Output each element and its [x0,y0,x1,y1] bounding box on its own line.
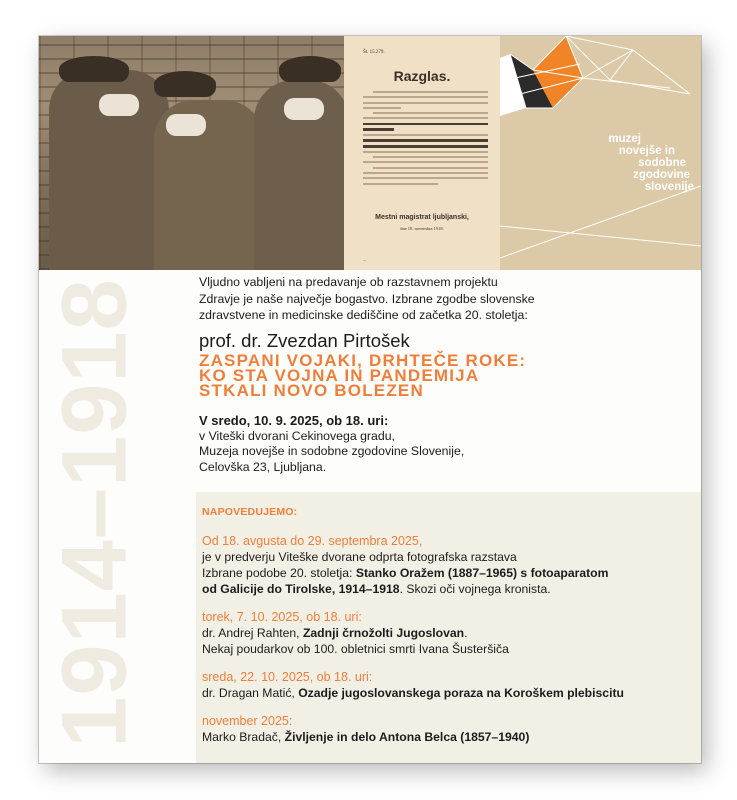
cap-icon [154,71,216,97]
invitation-card [39,36,701,763]
face-mask-icon [166,114,206,136]
document-signature: Mestni magistrat ljubljanski, [375,214,469,221]
announcements-heading: NAPOVEDUJEMO: [202,506,298,518]
announcement-date: Od 18. avgusta do 29. septembra 2025, [202,534,423,548]
event-location: v Viteški dvorani Cekinovega gradu, Muzeja novejše in sodobne zgodovine Slovenije, Celovška 23, Ljubljana. [199,428,465,474]
document-number: Št. 15.279. [363,50,385,55]
razglas-document [344,36,500,270]
museum-logo-panel [500,36,701,270]
year-watermark: 1914–1918 [43,278,146,748]
document-date: dne 18. novembra 1918. [400,226,444,231]
announcement-date: torek, 7. 10. 2025, ob 18. uri: [202,610,362,624]
document-footer: — [363,258,366,262]
logo-line: novejše in [618,145,675,157]
logo-line: muzej [608,133,641,145]
logo-line: sodobne [638,157,686,169]
face-mask-icon [99,94,139,116]
announcements-section [196,492,701,763]
announcement-date: sreda, 22. 10. 2025, ob 18. uri: [202,670,373,684]
announcement-date: november 2025: [202,714,293,728]
museum-logo-text [608,133,694,193]
announcement-item: november 2025: Marko Bradač, Življenje in delo Antona Belca (1857–1940) [202,713,692,745]
announcement-item: torek, 7. 10. 2025, ob 18. uri: dr. Andrej Rahten, Zadnji črnožolti Jugoslovan. Nekaj poudarkov ob 100. obletnici smrti Ivana Šusteršiča [202,609,692,657]
logo-line: zgodovine [633,169,690,181]
document-title: Razglas. [393,68,451,84]
face-mask-icon [284,98,324,120]
header-banner [39,36,701,270]
event-datetime: V sredo, 10. 9. 2025, ob 18. uri: [199,412,389,428]
announcement-item: sreda, 22. 10. 2025, ob 18. uri: dr. Dragan Matić, Ozadje jugoslovanskega poraza na Koroškem plebiscitu [202,669,692,701]
logo-line: slovenije [644,181,694,193]
announcement-item: Od 18. avgusta do 29. septembra 2025, je v predverju Viteške dvorane odprta fotografska razstava Izbrane podobe 20. stoletja: Stanko Oražem (1887–1965) s fotoaparatom od Galicije do Tirolske, 1914–1918. Skozi oči vojnega kronista. [202,533,692,597]
invitation-content [199,274,689,475]
cap-icon [279,56,341,82]
historic-photo [39,36,344,270]
lecture-title: ZASPANI VOJAKI, DRHTEČE ROKE: KO STA VOJNA IN PANDEMIJA STKALI NOVO BOLEZEN [199,350,527,400]
document-body-lines [363,91,488,188]
speaker-name: prof. dr. Zvezdan Pirtošek [199,329,410,351]
cap-icon [59,56,129,82]
intro-text: Vljudno vabljeni na predavanje ob razstavnem projektu Zdravje je naše največje bogastvo. Izbrane zgodbe slovenske zdravstvene in medicinske dediščine od začetka 20. stoletja: [199,275,535,322]
